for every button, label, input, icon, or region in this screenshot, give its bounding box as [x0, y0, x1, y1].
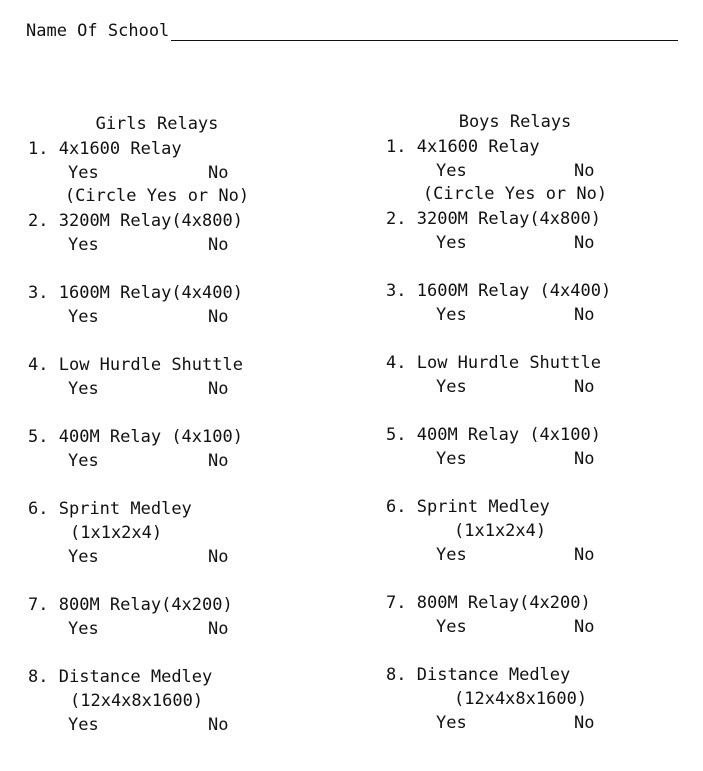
girls-heading: Girls Relays [95, 114, 219, 134]
yes-option[interactable]: Yes [68, 547, 99, 567]
yes-option[interactable]: Yes [436, 233, 467, 253]
relay-number: 8. [386, 665, 407, 685]
relay-event-name: 1600M Relay(4x400) [58, 283, 243, 303]
relay-event-detail: (1x1x2x4) [454, 521, 547, 541]
boys-relay-item-3 [386, 279, 611, 327]
relay-event-name: 400M Relay (4x100) [58, 427, 243, 447]
no-option[interactable]: No [208, 715, 229, 735]
no-option[interactable]: No [208, 379, 229, 399]
yes-no-choice [28, 305, 243, 329]
relay-title [386, 591, 591, 615]
no-option[interactable]: No [574, 305, 595, 325]
yes-no-choice [28, 617, 233, 641]
relay-title [386, 495, 550, 519]
yes-option[interactable]: Yes [68, 163, 99, 183]
relay-title [386, 135, 540, 159]
boys-relay-item-6 [386, 495, 595, 567]
relay-title [386, 279, 611, 303]
school-name-row [26, 17, 678, 41]
relay-event-name: Sprint Medley [416, 497, 550, 517]
relay-title [28, 497, 192, 521]
no-option[interactable]: No [208, 163, 229, 183]
yes-no-choice [28, 377, 243, 401]
yes-option[interactable]: Yes [436, 545, 467, 565]
boys-relay-item-5 [386, 423, 601, 471]
yes-no-choice [28, 233, 243, 257]
relay-title [386, 207, 601, 231]
girls-relay-item-5 [28, 425, 243, 473]
relay-number: 8. [28, 667, 49, 687]
no-option[interactable]: No [574, 545, 595, 565]
boys-instruction: (Circle Yes or No) [422, 184, 608, 204]
relay-number: 2. [28, 211, 49, 231]
relay-event-detail: (12x4x8x1600) [454, 689, 588, 709]
relay-event-detail: (1x1x2x4) [70, 523, 163, 543]
relay-number: 4. [386, 353, 407, 373]
relay-event-name: 3200M Relay(4x800) [416, 209, 601, 229]
girls-relay-item-2 [28, 209, 243, 257]
relay-title [28, 665, 212, 689]
relay-title [386, 663, 587, 687]
yes-option[interactable]: Yes [436, 377, 467, 397]
yes-option[interactable]: Yes [436, 161, 467, 181]
boys-relay-item-1 [386, 135, 595, 183]
relay-event-name: 3200M Relay(4x800) [58, 211, 243, 231]
yes-option[interactable]: Yes [436, 713, 467, 733]
yes-option[interactable]: Yes [436, 305, 467, 325]
girls-relay-item-8 [28, 665, 229, 737]
relay-number: 1. [28, 139, 49, 159]
yes-no-choice [386, 303, 611, 327]
yes-no-choice [28, 545, 229, 569]
girls-relay-item-7 [28, 593, 233, 641]
school-name-blank-line[interactable] [171, 20, 678, 41]
yes-option[interactable]: Yes [68, 619, 99, 639]
relay-title [386, 423, 601, 447]
girls-relay-item-4 [28, 353, 243, 401]
no-option[interactable]: No [574, 377, 595, 397]
girls-relay-item-6 [28, 497, 229, 569]
relay-title [28, 593, 233, 617]
relay-event-detail: (12x4x8x1600) [70, 691, 204, 711]
relay-event-name: Low Hurdle Shuttle [416, 353, 601, 373]
yes-no-choice [386, 711, 595, 735]
relay-title [28, 281, 243, 305]
relay-number: 7. [386, 593, 407, 613]
yes-no-choice [386, 543, 595, 567]
no-option[interactable]: No [574, 449, 595, 469]
girls-instruction: (Circle Yes or No) [64, 186, 250, 206]
girls-relay-item-3 [28, 281, 243, 329]
no-option[interactable]: No [208, 547, 229, 567]
girls-relay-item-1 [28, 137, 229, 185]
relay-event-name: Distance Medley [58, 667, 213, 687]
no-option[interactable]: No [208, 619, 229, 639]
relay-title [28, 425, 243, 449]
relay-title [386, 351, 601, 375]
yes-no-choice [386, 615, 595, 639]
relay-event-name: 800M Relay(4x200) [416, 593, 591, 613]
relay-number: 2. [386, 209, 407, 229]
boys-relay-item-2 [386, 207, 601, 255]
yes-option[interactable]: Yes [68, 379, 99, 399]
no-option[interactable]: No [574, 161, 595, 181]
yes-no-choice [386, 231, 601, 255]
yes-no-choice [386, 159, 595, 183]
yes-option[interactable]: Yes [68, 715, 99, 735]
relay-number: 5. [386, 425, 407, 445]
relay-number: 7. [28, 595, 49, 615]
relay-title [28, 353, 243, 377]
boys-relay-item-7 [386, 591, 595, 639]
no-option[interactable]: No [208, 235, 229, 255]
relay-event-name: Low Hurdle Shuttle [58, 355, 243, 375]
relay-number: 1. [386, 137, 407, 157]
relay-number: 5. [28, 427, 49, 447]
school-name-label: Name Of School [26, 21, 170, 41]
relay-event-name: 800M Relay(4x200) [58, 595, 233, 615]
relay-event-name: 400M Relay (4x100) [416, 425, 601, 445]
boys-relay-item-4 [386, 351, 601, 399]
relay-event-name: Distance Medley [416, 665, 571, 685]
relay-title [28, 209, 243, 233]
yes-option[interactable]: Yes [68, 235, 99, 255]
yes-option[interactable]: Yes [436, 617, 467, 637]
relay-event-name: Sprint Medley [58, 499, 192, 519]
no-option[interactable]: No [574, 713, 595, 733]
relay-event-name: 4x1600 Relay [58, 139, 182, 159]
yes-no-choice [28, 713, 229, 737]
yes-no-choice [386, 375, 601, 399]
yes-no-choice [28, 449, 243, 473]
relay-number: 6. [28, 499, 49, 519]
yes-option[interactable]: Yes [68, 307, 99, 327]
no-option[interactable]: No [208, 451, 229, 471]
no-option[interactable]: No [574, 617, 595, 637]
relay-event-name: 4x1600 Relay [416, 137, 540, 157]
relay-event-name: 1600M Relay (4x400) [416, 281, 612, 301]
no-option[interactable]: No [208, 307, 229, 327]
relay-title [28, 137, 182, 161]
no-option[interactable]: No [574, 233, 595, 253]
yes-no-choice [386, 447, 601, 471]
yes-option[interactable]: Yes [436, 449, 467, 469]
yes-option[interactable]: Yes [68, 451, 99, 471]
relay-number: 3. [386, 281, 407, 301]
relay-number: 4. [28, 355, 49, 375]
relay-number: 6. [386, 497, 407, 517]
boys-relay-item-8 [386, 663, 595, 735]
boys-heading: Boys Relays [458, 112, 572, 132]
yes-no-choice [28, 161, 229, 185]
relay-number: 3. [28, 283, 49, 303]
